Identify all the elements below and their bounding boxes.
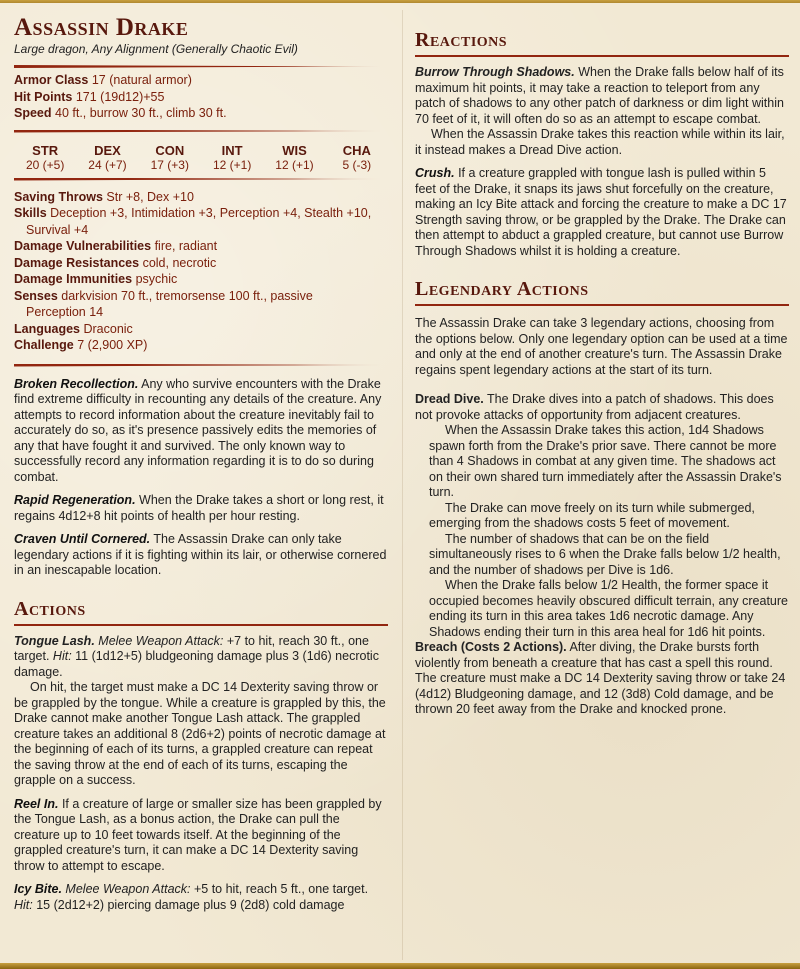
dread-dive-name: Dread Dive. (415, 392, 484, 406)
legendary-breach (415, 640, 789, 718)
dread-dive-p2: When the Assassin Drake takes this action, 1d4 Shadows spawn forth from the Drake's prior save. There cannot be more than 4 Shadows in combat at any given time. The shadows act on their own shared turn immediately after the Assassin Drake's turn. (429, 423, 782, 499)
dread-dive-text: The Drake dives into a patch of shadows. This does not provoke attacks of opportunity from adjacent creatures. (415, 392, 774, 422)
divider (14, 130, 388, 133)
bottom-edge (0, 963, 800, 969)
dread-dive-p3: The Drake can move freely on its turn while submerged, emerging from the shadows costs 5 feet of movement. (429, 500, 755, 530)
breach-text: After diving, the Drake bursts forth violently from beneath a creature that has cast a spell this round. The creature must make a DC 14 Dexterity saving throw or take 24 (4d12) Bludgeoning damage, and 12 (3d8) Cold damage, and be thrown 20 feet away from the Drake and knocked prone. (415, 640, 786, 716)
top-edge (0, 0, 800, 3)
legendary-intro: The Assassin Drake can take 3 legendary actions, choosing from the options below. Only one legendary option can be used at a time and only at the end of another creature's turn. The Assassin Drake regains spent legendary actions at the start of its turn. (415, 316, 788, 377)
challenge: Challenge 7 (2,900 XP) (14, 338, 148, 352)
damage-vulnerabilities: Damage Vulnerabilities fire, radiant (14, 239, 218, 253)
reactions-heading: Reactions (415, 29, 508, 51)
languages: Languages Draconic (14, 321, 133, 336)
monster-meta: Large dragon, Any Alignment (Generally Chaotic Evil) (14, 42, 298, 56)
reaction-crush: Crush. If a creature grappled with tongue lash is pulled within 5 feet of the Drake, it snaps its jaws shut forcefully on the creature, making an Icy Bite attack and forcing the creature to make a DC 17 Strength saving throw, or be grappled by the Drake. The Drake can then attempt to abduct a grappled creature, but cannot use Burrow Through Shadows whilst it is holding a creature. (415, 166, 787, 258)
ability-int: INT 12 (+1) (212, 142, 252, 172)
divider (14, 65, 388, 68)
ability-scores (14, 143, 388, 172)
divider (14, 364, 388, 367)
reaction-burrow-through-shadows: Burrow Through Shadows. When the Drake falls below half of its maximum hit points, it may take a reaction to teleport from any patch of shadows to any other patch of darkness or dim light within 70 feet of it, it will often do so as an attempt to escape combat. (415, 65, 784, 126)
trait-craven-until-cornered: Craven Until Cornered. The Assassin Drake can only take legendary actions if it is fighting within its lair, or otherwise cornered in an inescapable location. (14, 532, 387, 577)
dread-dive-p5: When the Drake falls below 1/2 Health, the former space it occupied becomes heavily obscured difficult terrain, any creature ending its turn in this area takes 1d6 necrotic damage. Any Shadows ending their turn in this area heal for 1d6 hit points. (429, 578, 788, 639)
left-column (14, 14, 388, 921)
action-reel-in: Reel In. If a creature of large or smaller size has been grappled by the Tongue Lash, as a bonus action, the Drake can pull the creature up to 10 feet towards itself. At the beginning of the grappled creature's turn, it can make a DC 14 Dexterity saving throw to attempt to escape. (14, 796, 382, 873)
hit-points: Hit Points 171 (19d12)+55 (14, 89, 165, 104)
saving-throws: Saving Throws Str +8, Dex +10 (14, 189, 194, 204)
monster-name: Assassin Drake (14, 14, 189, 41)
damage-resistances: Damage Resistances cold, necrotic (14, 255, 217, 270)
action-tongue-lash: Tongue Lash. Melee Weapon Attack: +7 to hit, reach 30 ft., one target. Hit: 11 (1d12+5) bludgeoning damage plus 3 (1d6) necrotic damage. (14, 633, 379, 679)
dread-dive-p4: The number of shadows that can be on the field simultaneously rises to 6 when the Drake falls below 1/2 health, and the number of shadows per Dive is 1d6. (429, 531, 781, 577)
divider (14, 178, 388, 181)
action-tongue-lash-detail: On hit, the target must make a DC 14 Dexterity saving throw or be grappled by the tongue. While a creature is grappled by this, the Drake cannot make another Tongue Lash attack. The grappled creature takes an additional 8 (2d6+2) points of necrotic damage at the beginning of each of its turns, a grappled creature can repeat the saving throw at the end of each of its turns, escaping the grapple on a success. (14, 680, 386, 787)
ability-con: CON 17 (+3) (150, 142, 189, 172)
reaction-burrow-detail: When the Assassin Drake takes this reaction while within its lair, it instead makes a Dread Dive action. (415, 127, 785, 157)
right-column (415, 28, 789, 718)
senses: Senses darkvision 70 ft., tremorsense 100 ft., passive Perception 14 (14, 288, 313, 319)
legendary-heading: Legendary Actions (415, 278, 589, 300)
actions-rule (14, 624, 388, 626)
ability-dex: DEX 24 (+7) (88, 142, 127, 172)
breach-name: Breach (Costs 2 Actions). (415, 640, 567, 654)
speed: Speed 40 ft., burrow 30 ft., climb 30 ft. (14, 106, 227, 120)
legendary-dread-dive (415, 392, 789, 640)
ability-wis: WIS 12 (+1) (275, 142, 314, 172)
ability-cha: CHA 5 (-3) (342, 142, 372, 172)
skills: Skills Deception +3, Intimidation +3, Perception +4, Stealth +10, Survival +4 (14, 206, 372, 237)
column-divider (402, 10, 403, 960)
trait-broken-recollection: Broken Recollection. Any who survive encounters with the Drake find extreme difficulty in recounting any details of the creature. Any attempts to record information about the creature inevitably fail to accurately do so, as it's presence passively edits the memories of any that have fought it and survived. The only known way to successfully record any information regarding it is to do so during combat. (14, 376, 382, 484)
reactions-rule (415, 55, 789, 57)
armor-class: Armor Class 17 (natural armor) (14, 73, 192, 87)
trait-rapid-regeneration: Rapid Regeneration. When the Drake takes a short or long rest, it regains 4d12+8 hit points of health per hour resting. (14, 493, 384, 523)
action-icy-bite: Icy Bite. Melee Weapon Attack: +5 to hit, reach 5 ft., one target. Hit: 15 (2d12+2) piercing damage plus 9 (2d8) cold damage (14, 882, 369, 912)
damage-immunities: Damage Immunities psychic (14, 272, 178, 286)
legendary-rule (415, 304, 789, 306)
actions-heading: Actions (14, 597, 86, 620)
ability-str: STR 20 (+5) (25, 142, 65, 172)
